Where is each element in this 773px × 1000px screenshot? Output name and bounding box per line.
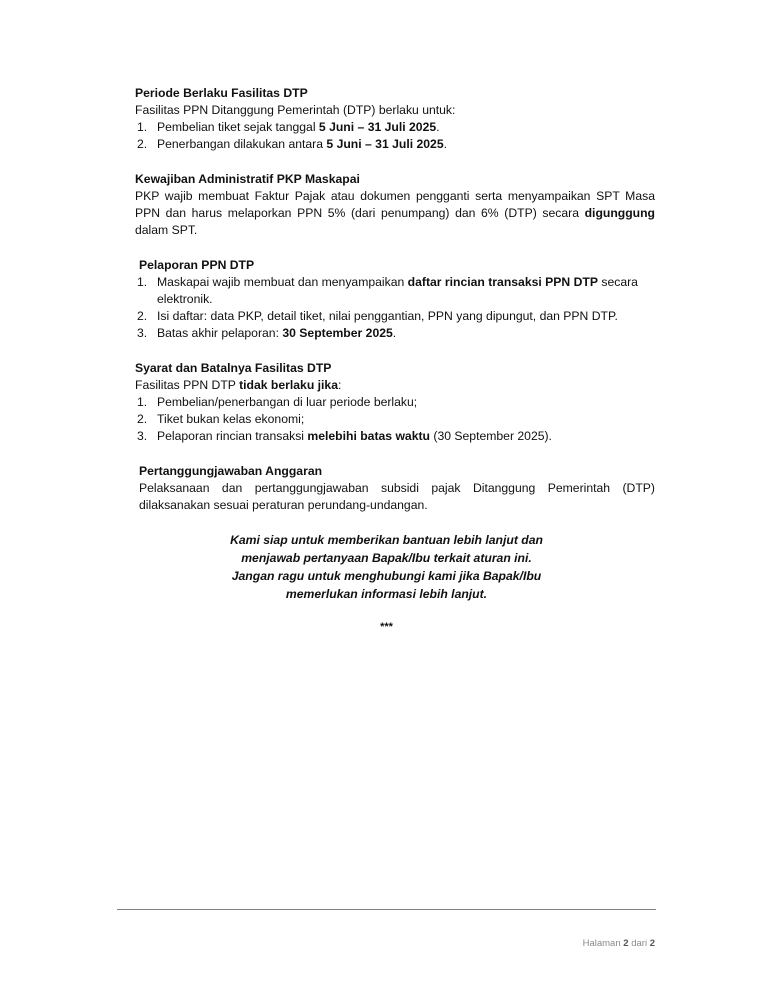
- anggaran-text: Pelaksanaan dan pertanggungjawaban subsidi pajak Ditanggung Pemerintah (DTP) dilaksanakan sesuai peraturan perundang-undangan.: [139, 481, 655, 512]
- closing-line: memerlukan informasi lebih lanjut.: [285, 587, 488, 601]
- kewajiban-text: PKP wajib membuat Faktur Pajak atau dokumen pengganti serta menyampaikan SPT Masa PPN dan harus melaporkan PPN 5% (dari penumpang) dan 6% (DTP) secara digunggung dalam SPT.: [135, 189, 655, 237]
- list-item: 1. Pembelian tiket sejak tanggal 5 Juni – 31 Juli 2025.: [137, 120, 440, 134]
- list-item: 3. Batas akhir pelaporan: 30 September 2025.: [137, 326, 397, 340]
- closing-line: menjawab pertanyaan Bapak/Ibu terkait aturan ini.: [241, 551, 532, 565]
- section-syarat: [135, 360, 655, 445]
- section-separator: ***: [380, 621, 393, 633]
- section-kewajiban: [135, 171, 655, 239]
- closing-message: [200, 531, 573, 603]
- list-item: 2. Tiket bukan kelas ekonomi;: [137, 412, 305, 426]
- syarat-list: [135, 394, 655, 445]
- heading-anggaran: Pertanggungjawaban Anggaran: [139, 464, 323, 478]
- heading-periode: Periode Berlaku Fasilitas DTP: [135, 86, 308, 100]
- periode-list: [135, 119, 655, 153]
- section-periode: [135, 85, 655, 153]
- heading-syarat: Syarat dan Batalnya Fasilitas DTP: [135, 361, 332, 375]
- closing-line: Kami siap untuk memberikan bantuan lebih lanjut dan: [230, 533, 543, 547]
- heading-kewajiban: Kewajiban Administratif PKP Maskapai: [135, 172, 360, 186]
- closing-line: Jangan ragu untuk menghubungi kami jika Bapak/Ibu: [231, 569, 542, 583]
- list-item: 1. Maskapai wajib membuat dan menyampaikan daftar rincian transaksi PPN DTP secara elektronik.: [137, 275, 638, 306]
- heading-pelaporan: Pelaporan PPN DTP: [139, 258, 255, 272]
- footer-rule: [117, 909, 656, 910]
- list-item: 3. Pelaporan rincian transaksi melebihi batas waktu (30 September 2025).: [137, 429, 552, 443]
- list-item: 2. Penerbangan dilakukan antara 5 Juni – 31 Juli 2025.: [137, 137, 448, 151]
- page-number: Halaman 2 dari 2: [582, 938, 655, 949]
- periode-intro: Fasilitas PPN Ditanggung Pemerintah (DTP) berlaku untuk:: [135, 103, 456, 117]
- pelaporan-list: [135, 274, 655, 342]
- section-pelaporan: [139, 257, 655, 342]
- section-anggaran: [139, 463, 655, 514]
- list-item: 1. Pembelian/penerbangan di luar periode berlaku;: [137, 395, 418, 409]
- list-item: 2. Isi daftar: data PKP, detail tiket, nilai penggantian, PPN yang dipungut, dan PPN DTP.: [137, 309, 618, 323]
- syarat-intro: Fasilitas PPN DTP tidak berlaku jika:: [135, 378, 342, 392]
